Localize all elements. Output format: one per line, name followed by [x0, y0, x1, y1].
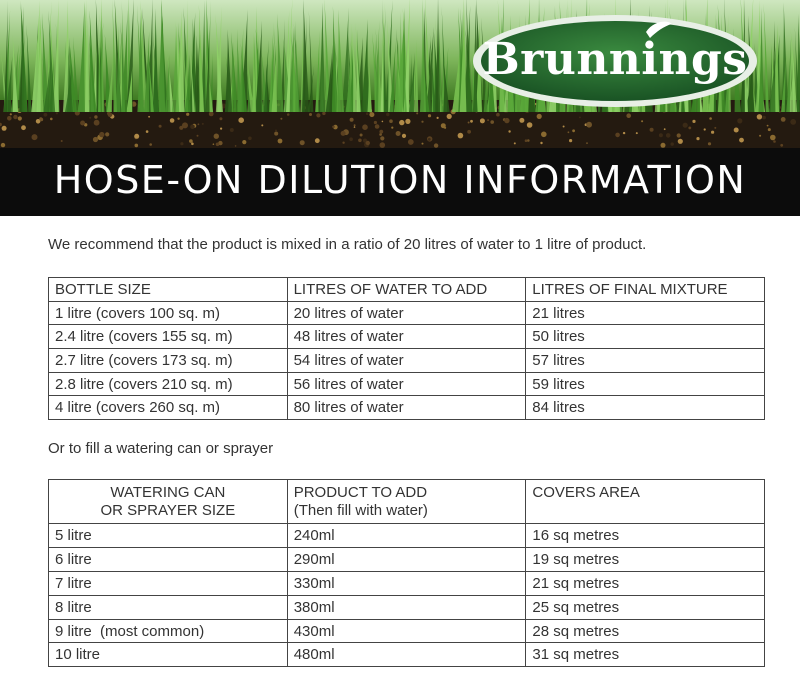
header-covers-area: [526, 480, 765, 524]
cell-can-size: 10 litre: [49, 643, 288, 667]
cell-product: 330ml: [287, 571, 526, 595]
header-water-to-add: LITRES OF WATER TO ADD: [287, 278, 526, 302]
cell-area: 28 sq metres: [526, 619, 765, 643]
cell-can-size: 9 litre (most common): [49, 619, 288, 643]
table-row: [49, 547, 765, 571]
cell-product: 430ml: [287, 619, 526, 643]
table-row: [49, 325, 765, 349]
table-header-row: [49, 480, 765, 524]
brand-name: Brunnings: [482, 34, 748, 85]
table-row: [49, 643, 765, 667]
table-header-row: [49, 278, 765, 302]
cell-final: 57 litres: [526, 349, 765, 373]
cell-bottle-size: 2.4 litre (covers 155 sq. m): [49, 325, 288, 349]
cell-area: 19 sq metres: [526, 547, 765, 571]
header-line: WATERING CAN: [110, 484, 226, 501]
table-row: [49, 571, 765, 595]
header-line: OR SPRAYER SIZE: [100, 502, 236, 519]
cell-final: 84 litres: [526, 396, 765, 420]
cell-bottle-size: 2.7 litre (covers 173 sq. m): [49, 349, 288, 373]
cell-product: 380ml: [287, 595, 526, 619]
cell-area: 31 sq metres: [526, 643, 765, 667]
page-title: HOSE-ON DILUTION INFORMATION: [53, 158, 747, 202]
cell-bottle-size: 4 litre (covers 260 sq. m): [49, 396, 288, 420]
cell-water: 54 litres of water: [287, 349, 526, 373]
cell-water: 56 litres of water: [287, 372, 526, 396]
intro-text: We recommend that the product is mixed in a ratio of 20 litres of water to 1 litre of product.: [48, 236, 647, 253]
header-line: COVERS AREA: [532, 484, 640, 501]
cell-product: 240ml: [287, 524, 526, 548]
table-row: [49, 349, 765, 373]
cell-product: 480ml: [287, 643, 526, 667]
cell-area: 25 sq metres: [526, 595, 765, 619]
header-can-size: [49, 480, 288, 524]
table-row: [49, 595, 765, 619]
cell-bottle-size: 2.8 litre (covers 210 sq. m): [49, 372, 288, 396]
cell-final: 50 litres: [526, 325, 765, 349]
table-row: [49, 301, 765, 325]
cell-can-size: 7 litre: [49, 571, 288, 595]
cell-can-size: 6 litre: [49, 547, 288, 571]
watering-can-intro: Or to fill a watering can or sprayer: [48, 440, 274, 457]
cell-can-size: 5 litre: [49, 524, 288, 548]
cell-bottle-size: 1 litre (covers 100 sq. m): [49, 301, 288, 325]
cell-can-size: 8 litre: [49, 595, 288, 619]
header-line: PRODUCT TO ADD: [293, 484, 428, 501]
cell-water: 80 litres of water: [287, 396, 526, 420]
header-final-mixture: LITRES OF FINAL MIXTURE: [526, 278, 765, 302]
watering-can-table: [48, 479, 765, 667]
cell-area: 16 sq metres: [526, 524, 765, 548]
cell-water: 20 litres of water: [287, 301, 526, 325]
cell-water: 48 litres of water: [287, 325, 526, 349]
title-bar: [0, 148, 800, 216]
table-row: [49, 524, 765, 548]
table-row: [49, 396, 765, 420]
header-bottle-size: BOTTLE SIZE: [49, 278, 288, 302]
table-row: [49, 372, 765, 396]
cell-final: 21 litres: [526, 301, 765, 325]
cell-product: 290ml: [287, 547, 526, 571]
header-banner: [0, 0, 800, 148]
table-row: [49, 619, 765, 643]
bottle-dilution-table: [48, 277, 765, 420]
cell-final: 59 litres: [526, 372, 765, 396]
header-product-to-add: [287, 480, 526, 524]
header-line: (Then fill with water): [293, 502, 428, 519]
brunnings-logo: [470, 12, 760, 110]
cell-area: 21 sq metres: [526, 571, 765, 595]
